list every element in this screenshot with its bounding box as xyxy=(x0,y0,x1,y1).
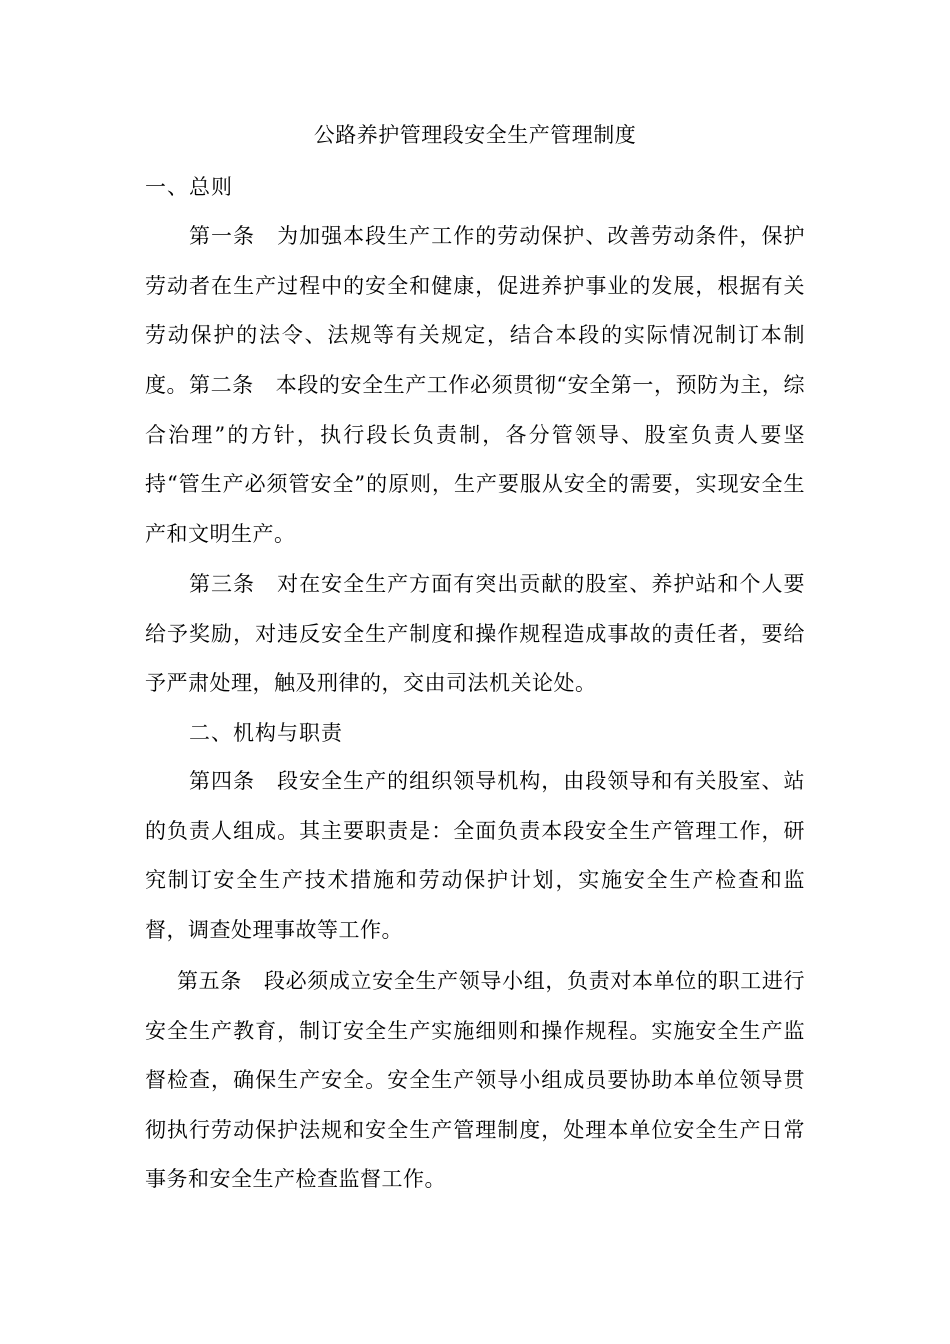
article-text: 段安全生产的组织领导机构，由段领导和有关股室、站的负责人组成。其主要职责是：全面负责本段安全生产管理工作，研究制订安全生产技术措施和劳动保护计划，实施安全生产检查和监督，调查处理事故等工作。 xyxy=(145,769,806,942)
article-5 xyxy=(145,957,805,1205)
document-title: 公路养护管理段安全生产管理制度 xyxy=(313,123,637,147)
article-text: 本段的安全生产工作必须贯彻“安全第一，预防为主，综合治理”的方针，执行段长负责制，各分管领导、股室负责人要坚持“管生产必须管安全”的原则，生产要服从安全的需要，实现安全生产和文明生产。 xyxy=(145,373,806,546)
article-2 xyxy=(145,361,805,559)
article-text: 段必须成立安全生产领导小组，负责对本单位的职工进行安全生产教育，制订安全生产实施细则和操作规程。实施安全生产监督检查，确保生产安全。安全生产领导小组成员要协助本单位领导贯彻执行劳动保护法规和安全生产管理制度，处理本单位安全生产日常事务和安全生产检查监督工作。 xyxy=(145,969,806,1191)
article-text: 为加强本段生产工作的劳动保护、改善劳动条件，保护劳动者在生产过程中的安全和健康，促进养护事业的发展，根据有关劳动保护的法令、法规等有关规定，结合本段的实际情况制订本制度。 xyxy=(145,224,806,397)
article-label: 第一条 xyxy=(189,224,256,248)
section-heading-organization: 二、机构与职责 xyxy=(189,721,343,745)
article-label: 第四条 xyxy=(189,769,256,793)
article-4 xyxy=(145,757,805,955)
article-label: 第二条 xyxy=(189,373,254,397)
article-3 xyxy=(145,560,805,709)
section-heading-general: 一、总则 xyxy=(145,175,233,199)
article-text: 对在安全生产方面有突出贡献的股室、养护站和个人要给予奖励，对违反安全生产制度和操作规程造成事故的责任者，要给予严肃处理，触及刑律的，交由司法机关论处。 xyxy=(145,572,806,695)
article-label: 第五条 xyxy=(177,969,242,993)
article-label: 第三条 xyxy=(189,572,256,596)
